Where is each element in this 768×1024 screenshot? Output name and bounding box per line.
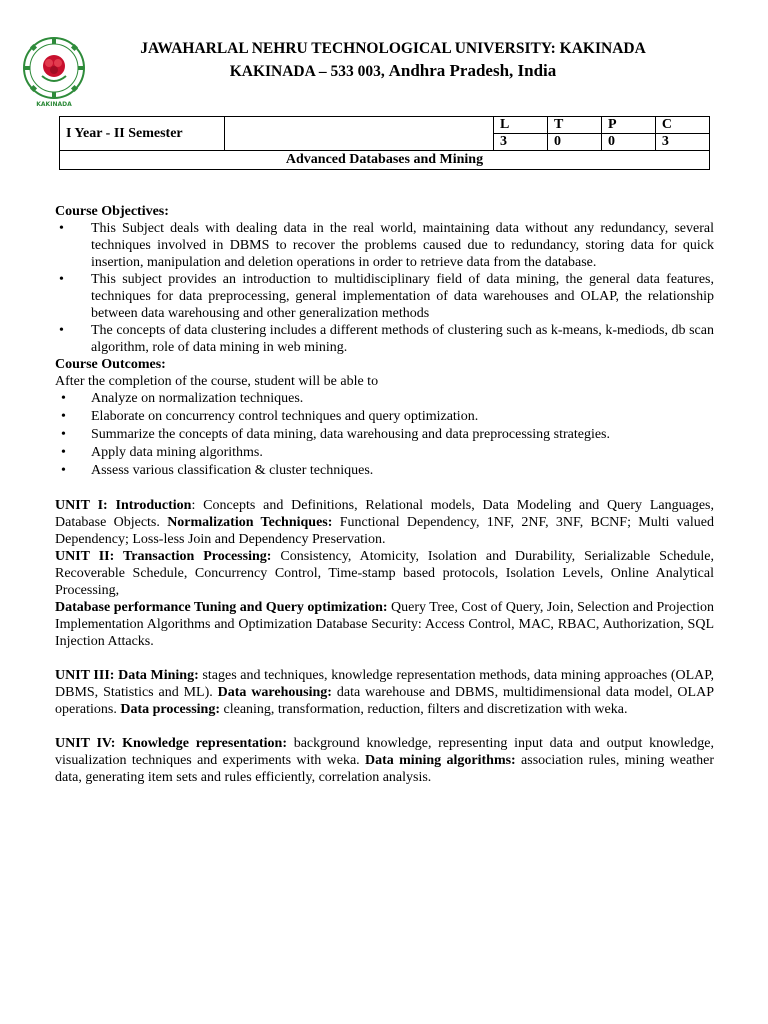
list-item: • Elaborate on concurrency control techniques and query optimization. xyxy=(61,409,479,424)
bullet-icon: • xyxy=(61,391,66,406)
bullet-icon: • xyxy=(59,221,64,236)
header-p: P xyxy=(601,117,655,134)
list-item: • This Subject deals with dealing data in the real world, maintaining data without any redundancy, several techniques involved in DBMS to recover the problems caused due to redundancy, storing data for quick insertion, manipulation and deletion operations in order to retrieve data from the database. xyxy=(59,221,714,270)
bullet-icon: • xyxy=(59,323,64,338)
course-table xyxy=(59,116,710,170)
course-name: Advanced Databases and Mining xyxy=(60,151,710,170)
list-item: • The concepts of data clustering includes a different methods of clustering such as k-means, k-mediods, db scan algorithm, role of data mining in web mining. xyxy=(59,323,714,355)
header-c: C xyxy=(655,117,709,134)
list-item: • Analyze on normalization techniques. xyxy=(61,391,304,406)
list-item: • This subject provides an introduction to multidisciplinary field of data mining, the general data features, techniques for data preprocessing, general implementation of data warehouses and OLAP, the relationship between data warehousing and other generalization methods xyxy=(59,272,714,321)
bullet-icon: • xyxy=(61,427,66,442)
value-l: 3 xyxy=(493,134,547,151)
list-item: • Assess various classification & cluster techniques. xyxy=(61,463,374,478)
syllabus-body xyxy=(55,203,714,786)
objectives-list xyxy=(55,220,714,356)
objectives-title: Course Objectives: xyxy=(55,204,169,219)
bullet-icon: • xyxy=(59,272,64,287)
bullet-icon: • xyxy=(61,445,66,460)
outcomes-list xyxy=(55,390,714,479)
list-item: • Summarize the concepts of data mining, data warehousing and data preprocessing strategies. xyxy=(61,427,610,442)
svg-text:KAKINADA: KAKINADA xyxy=(36,101,72,108)
empty-cell xyxy=(224,117,493,151)
university-name: JAWAHARLAL NEHRU TECHNOLOGICAL UNIVERSITY: KAKINADA xyxy=(140,40,646,57)
header-l: L xyxy=(493,117,547,134)
year-semester-cell: I Year - II Semester xyxy=(60,117,225,151)
bullet-icon: • xyxy=(61,463,66,478)
university-logo xyxy=(22,36,86,110)
unit-2: UNIT II: Transaction Processing: Consistency, Atomicity, Isolation and Durability, Serializable Schedule, Recoverable Schedule, Concurrency Control, Time-stamp based protocols, Isolation Levels, Online Analytical Processing, xyxy=(55,549,714,598)
header-t: T xyxy=(547,117,601,134)
university-address: KAKINADA – 533 003, Andhra Pradesh, India xyxy=(229,61,557,80)
bullet-icon: • xyxy=(61,409,66,424)
outcomes-intro: After the completion of the course, student will be able to xyxy=(55,374,379,389)
unit-1: UNIT I: Introduction: Concepts and Definitions, Relational models, Data Modeling and Query Languages, Database Objects. Normalization Techniques: Functional Dependency, 1NF, 2NF, 3NF, BCNF; Multi valued Dependency; Loss-less Join and Dependency Preservation. xyxy=(55,498,715,547)
unit-3: UNIT III: Data Mining: stages and techniques, knowledge representation methods, data mining approaches (OLAP, DBMS, Statistics and ML). Data warehousing: data warehouse and DBMS, multidimensional data model, OLAP operations. Data processing: cleaning, transformation, reduction, filters and discretization with weka. xyxy=(55,668,714,717)
value-t: 0 xyxy=(547,134,601,151)
unit-4: UNIT IV: Knowledge representation: background knowledge, representing input data and output knowledge, visualization techniques and experiments with weka. Data mining algorithms: association rules, mining weather data, generating item sets and rules efficiently, correlation analysis. xyxy=(55,736,715,785)
list-item: • Apply data mining algorithms. xyxy=(61,445,263,460)
outcomes-title: Course Outcomes: xyxy=(55,357,166,372)
value-p: 0 xyxy=(601,134,655,151)
value-c: 3 xyxy=(655,134,709,151)
unit-2-tuning: Database performance Tuning and Query optimization: Query Tree, Cost of Query, Join, Selection and Projection Implementation Algorithms and Optimization Database Security: Access Control, MAC, RBAC, Authorization, SQL Injection Attacks. xyxy=(55,600,715,649)
